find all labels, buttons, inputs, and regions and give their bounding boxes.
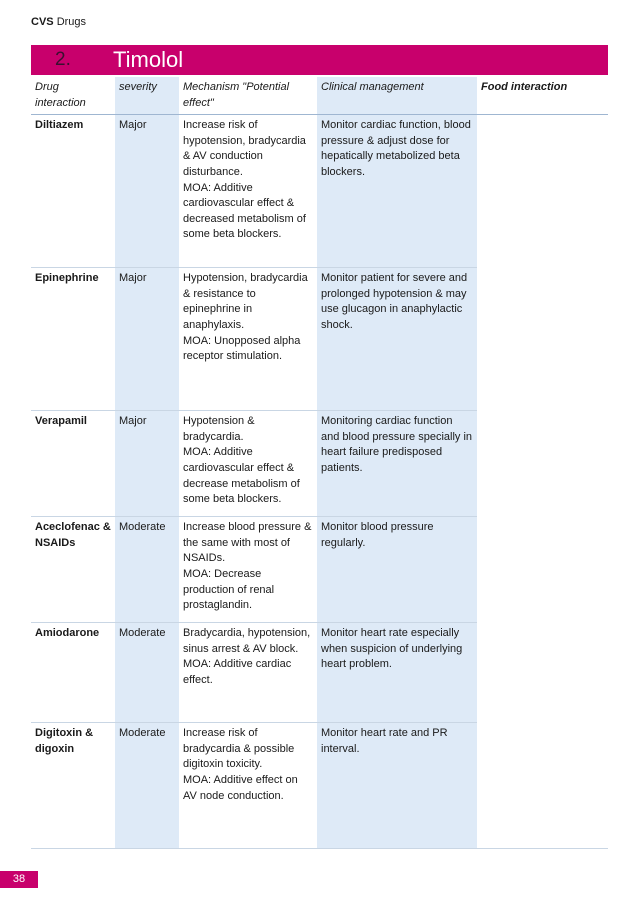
mechanism-cell: Hypotension & bradycardia. MOA: Additive cardiovascular effect & decrease metabolism of some beta blockers. <box>179 411 317 517</box>
severity-cell: Moderate <box>115 623 179 723</box>
management-cell: Monitor cardiac function, blood pressure & adjust dose for hepatically metabolized beta blockers. <box>317 115 477 268</box>
page-header <box>31 16 86 28</box>
mechanism-cell: Hypotension, bradycardia & resistance to epinephrine in anaphylaxis. MOA: Unopposed alpha receptor stimulation. <box>179 268 317 411</box>
section-title-bar <box>31 45 608 75</box>
drug-cell: Verapamil <box>31 411 115 517</box>
management-cell: Monitor patient for severe and prolonged hypotension & may use glucagon in anaphylactic shock. <box>317 268 477 411</box>
page-number: 38 <box>0 871 38 888</box>
management-cell: Monitoring cardiac function and blood pressure specially in heart failure predisposed patients. <box>317 411 477 517</box>
mechanism-cell: Bradycardia, hypotension, sinus arrest & AV block. MOA: Additive cardiac effect. <box>179 623 317 723</box>
severity-cell: Moderate <box>115 723 179 849</box>
management-cell: Monitor blood pressure regularly. <box>317 517 477 623</box>
header-brand: CVS <box>31 16 54 28</box>
section-number: 2. <box>55 49 71 70</box>
mechanism-cell: Increase risk of hypotension, bradycardia & AV conduction disturbance. MOA: Additive cardiovascular effect & decreased metabolism of some beta blockers. <box>179 115 317 268</box>
column-header-drug: Drug interaction <box>31 77 115 115</box>
drug-cell: Epinephrine <box>31 268 115 411</box>
drug-cell: Amiodarone <box>31 623 115 723</box>
severity-cell: Major <box>115 268 179 411</box>
management-cell: Monitor heart rate and PR interval. <box>317 723 477 849</box>
table-header-row <box>31 77 608 115</box>
drug-cell: Diltiazem <box>31 115 115 268</box>
severity-cell: Moderate <box>115 517 179 623</box>
management-cell: Monitor heart rate especially when suspicion of underlying heart problem. <box>317 623 477 723</box>
column-header-mechanism: Mechanism "Potential effect" <box>179 77 317 115</box>
column-header-management: Clinical management <box>317 77 477 115</box>
severity-cell: Major <box>115 411 179 517</box>
section-title: Timolol <box>113 47 184 72</box>
drug-cell: Digitoxin & digoxin <box>31 723 115 849</box>
drug-cell: Aceclofenac & NSAIDs <box>31 517 115 623</box>
column-header-food: Food interaction <box>477 77 608 115</box>
food-interaction-cell <box>477 115 608 849</box>
table-row <box>31 115 608 268</box>
mechanism-cell: Increase risk of bradycardia & possible digitoxin toxicity. MOA: Additive effect on AV node conduction. <box>179 723 317 849</box>
interaction-table <box>31 77 608 849</box>
column-header-severity: severity <box>115 77 179 115</box>
header-section: Drugs <box>56 16 87 28</box>
mechanism-cell: Increase blood pressure & the same with most of NSAIDs. MOA: Decrease production of renal prostaglandin. <box>179 517 317 623</box>
severity-cell: Major <box>115 115 179 268</box>
